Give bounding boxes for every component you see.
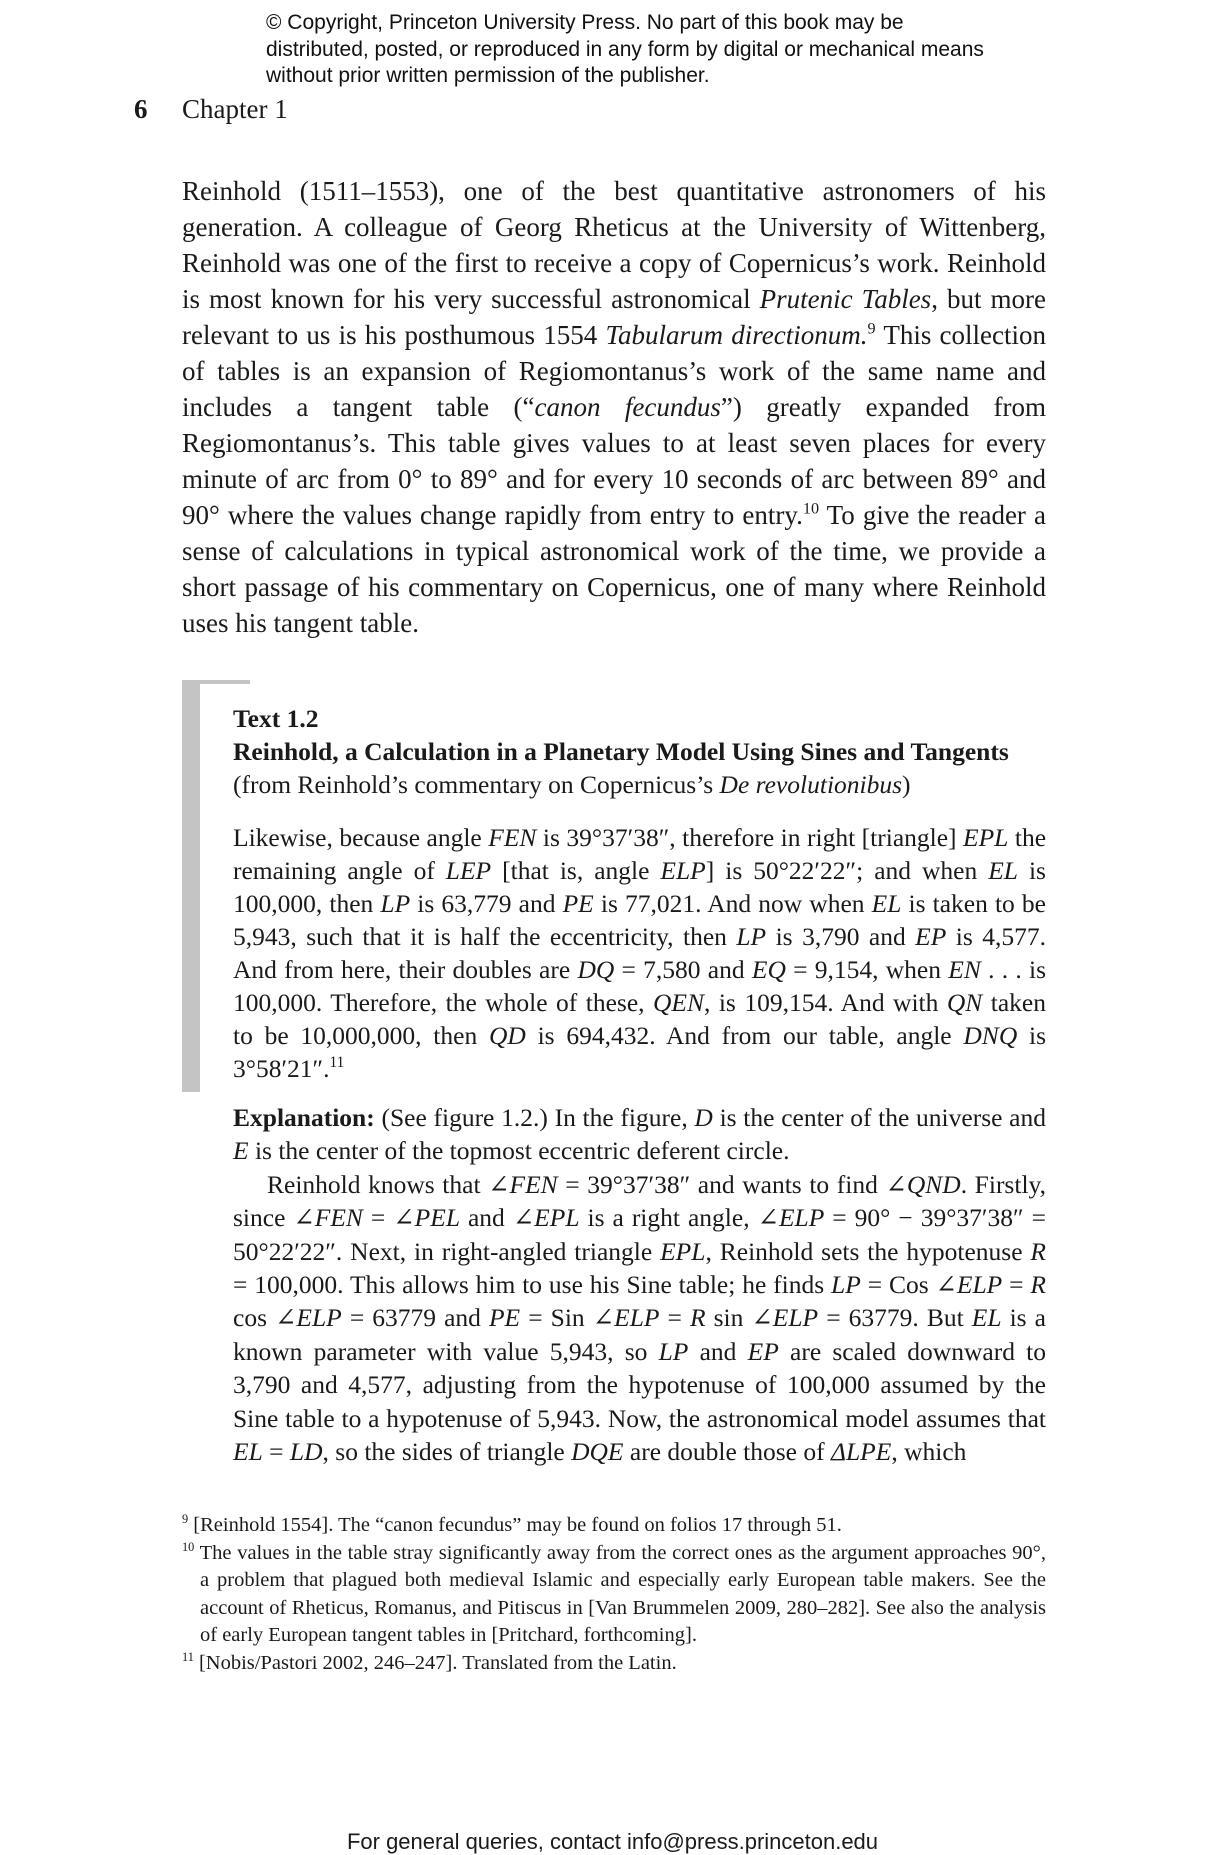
page-number: 6 xyxy=(134,94,148,124)
footnote-ref-11[interactable]: 11 xyxy=(329,1054,345,1072)
footnote-10: $^{10}$ The values in the table stray significantly away from the correct ones as the argument approaches 90°, a problem that plagued both medieval Islamic and especially early European table makers. See the account of Rheticus, Romanus, and Pitiscus in [Van Brummelen 2009, 280–282]. See also the analysis of early European tangent tables in [Pritchard, forthcoming]. xyxy=(182,1539,1046,1646)
footnote-9: $^9$ [Reinhold 1554]. The “canon fecundus” may be found on folios 17 through 51. xyxy=(182,1512,842,1536)
explanation-paragraph: Reinhold knows that ∠FEN = 39°37′38″ and wants to find ∠QND. Firstly, since ∠FEN = ∠PEL and ∠EPL is a right angle, ∠ELP = 90° − 39°37′38″ = 50°22′22″. Next, in right-angled triangle EPL, Reinhold sets the hypotenuse R = 100,000. This allows him to use his Sine table; he finds LP = Cos ∠ELP = R cos ∠ELP = 63779 and PE = Sin ∠ELP = R sin ∠ELP = 63779. But EL is a known parameter with value 5,943, so LP and EP are scaled downward to 3,790 and 4,577, adjusting from the hypotenuse of 100,000 assumed by the Sine table to a hypotenuse of 5,943. Now, the astronomical model assumes that EL = LD, so the sides of triangle DQE are double those of ΔLPE, which xyxy=(233,1169,1046,1467)
textbox-quotation: Likewise, because angle FEN is 39°37′38″, therefore in right [triangle] EPL the remaining angle of LEP [that is, angle ELP] is 50°22′22″; and when EL is 100,000, then LP is 63,779 and PE is 77,021. And now when EL is taken to be 5,943, such that it is half the eccentricity, then LP is 3,790 and EP is 4,577. And from here, their doubles are DQ = 7,580 and EQ = 9,154, when EN . . . is 100,000. Therefore, the whole of these, QEN, is 109,154. And with QN taken to be 10,000,000, then QD is 694,432. And from our table, angle DNQ is 3°58′21″.$^{11}$ xyxy=(233,823,1047,1083)
textbox-top-rule xyxy=(182,680,250,684)
copyright-notice: © Copyright, Princeton University Press. No part of this book may be distributed, posted, or reproduced in any form by digital or mechanical means without prior written permission of the publisher. xyxy=(266,11,984,87)
footer-contact: For general queries, contact info@press.princeton.edu xyxy=(346,1829,879,1854)
textbox-heading xyxy=(233,702,1053,801)
footnotes xyxy=(182,1512,1046,1677)
explanation-heading: Explanation: xyxy=(233,1103,375,1132)
textbox-side-rule xyxy=(182,680,200,1092)
textbox-label: Text 1.2 xyxy=(233,704,319,733)
footnote-ref-10[interactable]: 10 xyxy=(802,499,820,518)
footnote-ref-9[interactable]: 9 xyxy=(867,319,876,338)
body-paragraph: Reinhold (1511–1553), one of the best quantitative astronomers of his generation. A colleague of Georg Rheticus at the University of Wittenberg, Reinhold was one of the first to receive a copy of Copernicus’s work. Reinhold is most known for his very successful astronomical Prutenic Tables, but more relevant to us is his posthumous 1554 Tabularum directionum.$^9$ This collection of tables is an expansion of Regiomontanus’s work of the same name and includes a tangent table (“canon fecundus”) greatly expanded from Regiomontanus’s. This table gives values to at least seven places for every minute of arc from 0° to 89° and for every 10 seconds of arc between 89° and 90° where the values change rapidly from entry to entry.$^{10}$ To give the reader a sense of calculations in typical astronomical work of the time, we provide a short passage of his commentary on Copernicus, one of many where Reinhold uses his tangent table. xyxy=(182,176,1046,638)
footnote-11: $^{11}$ [Nobis/Pastori 2002, 246–247]. Translated from the Latin. xyxy=(182,1649,677,1674)
textbox-source: (from Reinhold’s commentary on Copernicus’s De revolutionibus) xyxy=(233,770,911,799)
running-head: Chapter 1 xyxy=(182,94,288,124)
textbox-title: Reinhold, a Calculation in a Planetary Model Using Sines and Tangents xyxy=(233,737,1009,766)
explanation-block xyxy=(233,1101,1046,1468)
explanation-paragraph: Explanation: (See figure 1.2.) In the figure, D is the center of the universe and E is the center of the topmost eccentric deferent circle. xyxy=(233,1103,1046,1166)
